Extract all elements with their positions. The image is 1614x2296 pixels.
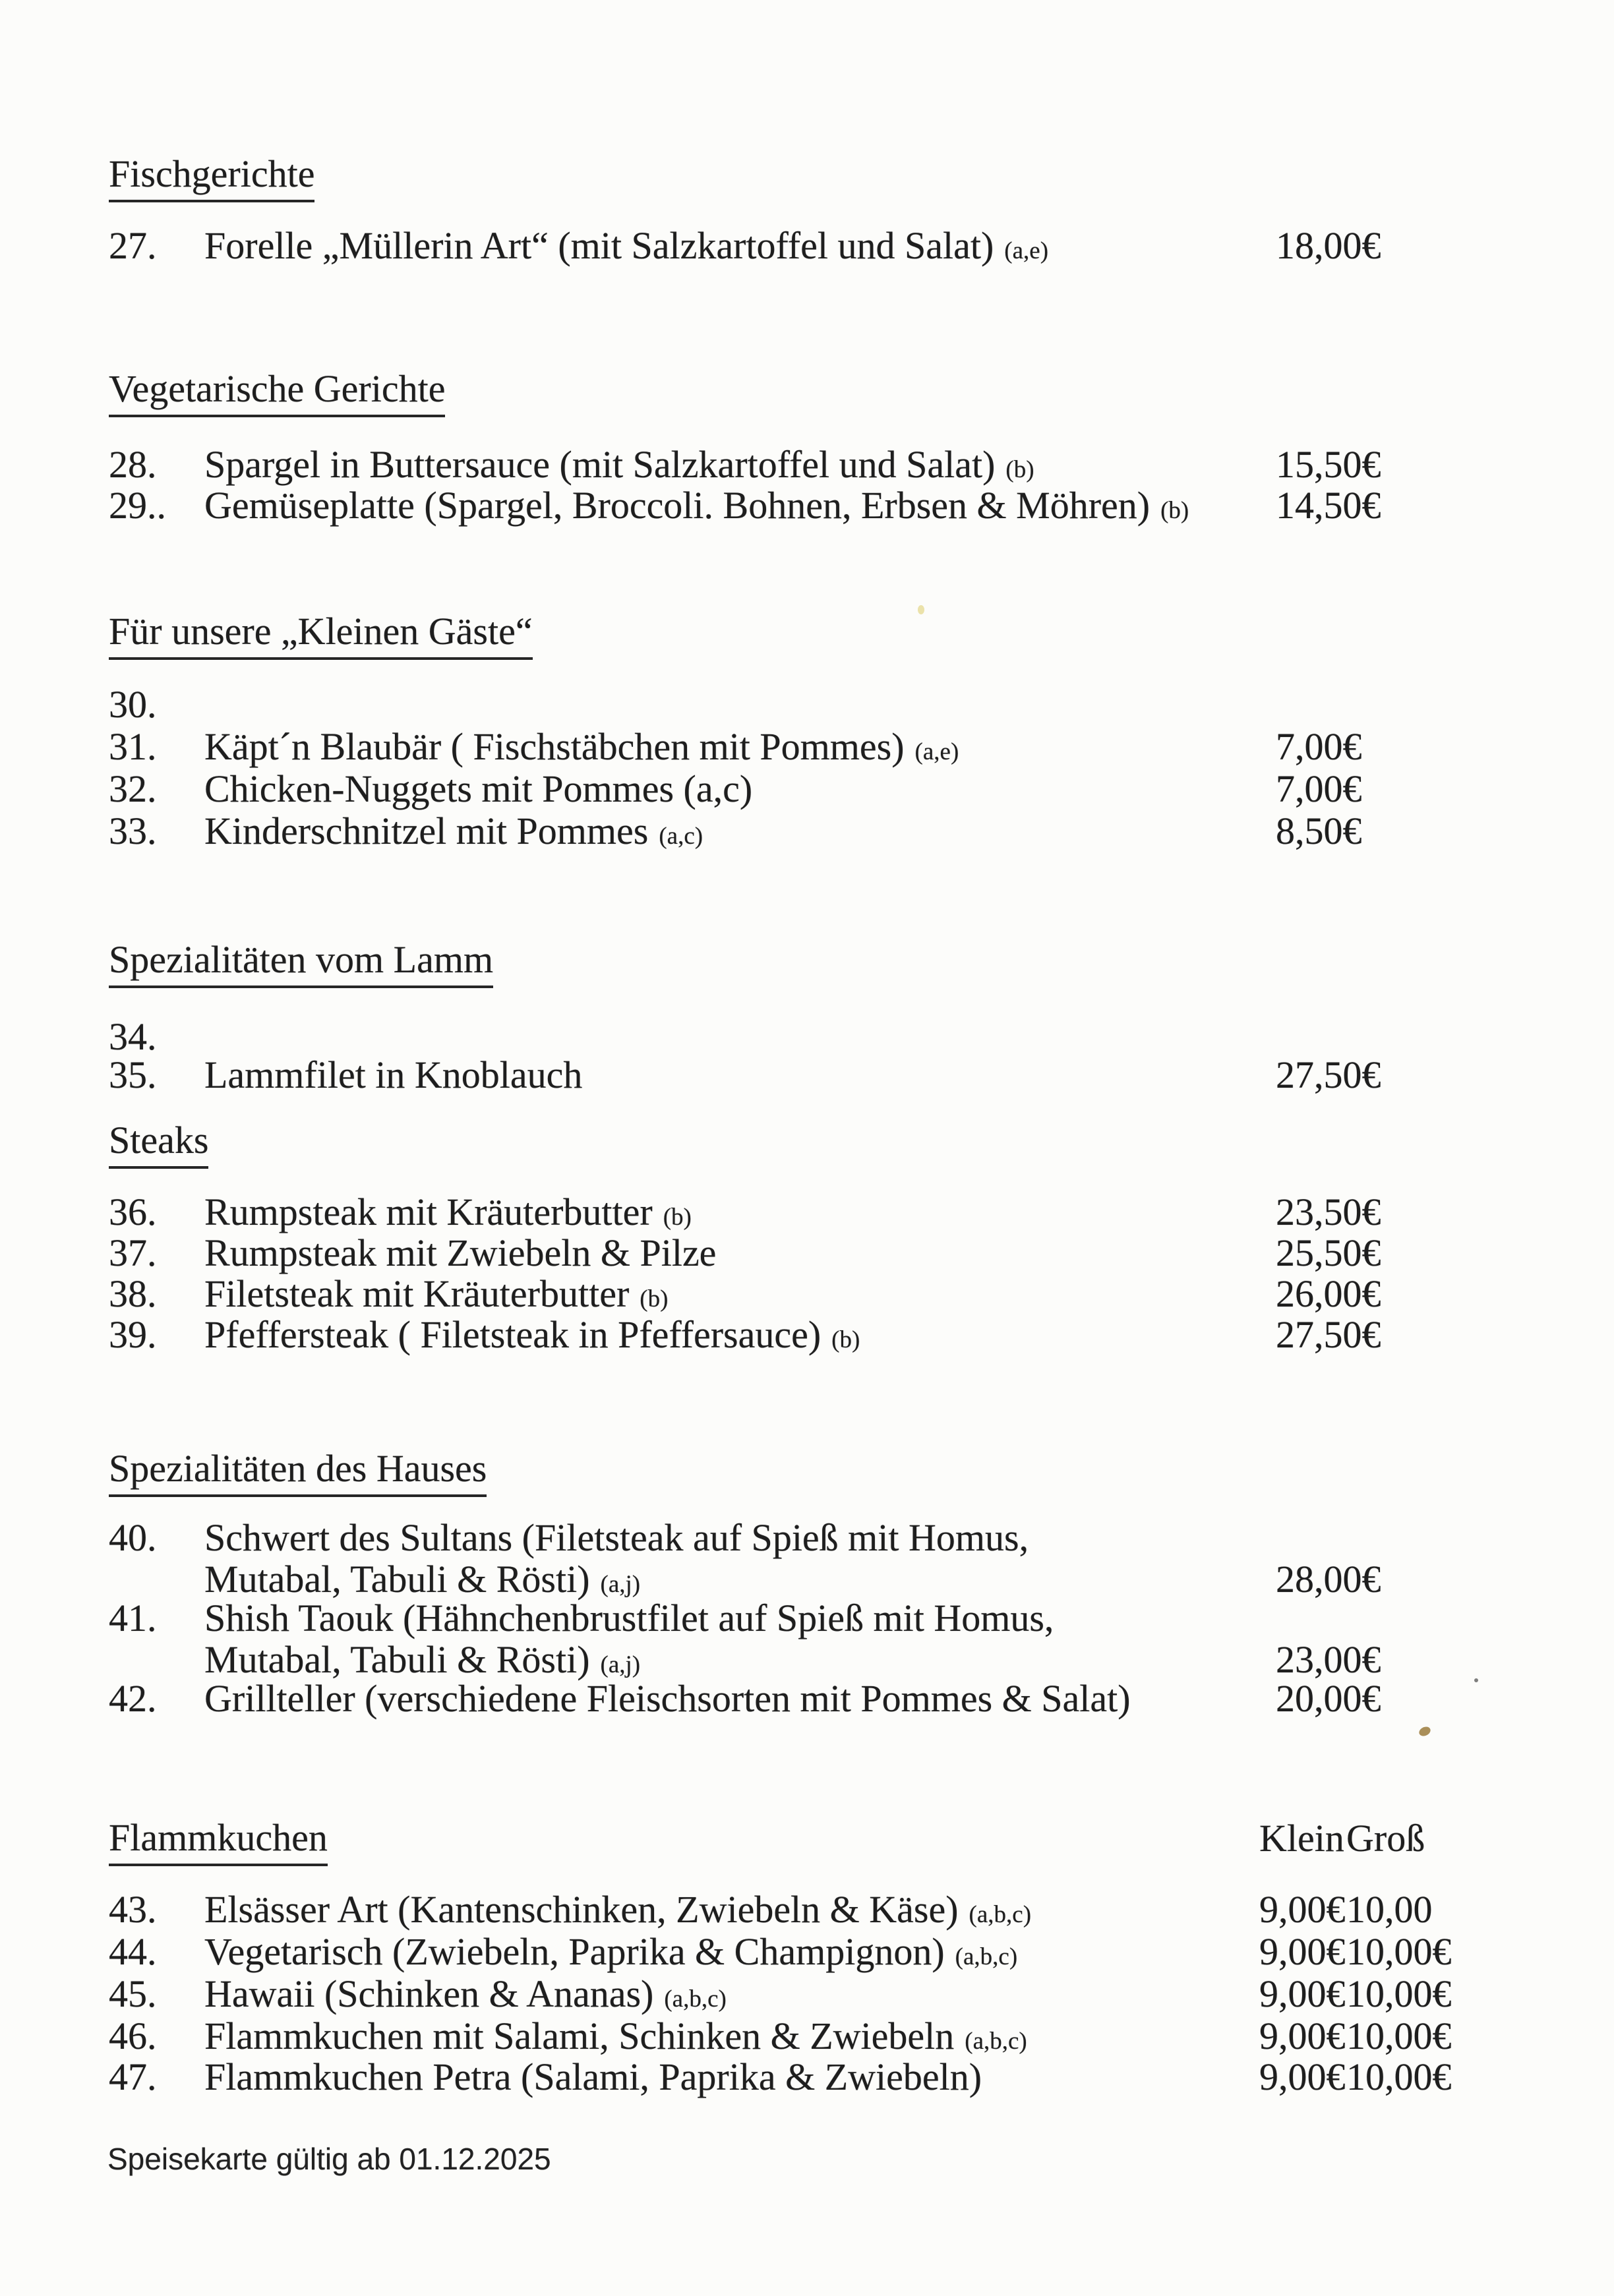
allergen-codes: (a,e) xyxy=(1004,237,1049,264)
item-number: 45. xyxy=(109,1972,157,2015)
scan-speck-artifact xyxy=(1418,1725,1432,1738)
item-number: 44. xyxy=(109,1930,157,1973)
item-price: 7,00€ xyxy=(1276,767,1362,810)
item-number: 37. xyxy=(109,1231,157,1274)
item-name: Filetsteak mit Kräuterbutter (b) xyxy=(204,1272,669,1315)
item-number: 33. xyxy=(109,809,157,852)
item-number: 39. xyxy=(109,1313,157,1356)
price-column-gross-label: Groß xyxy=(1346,1817,1425,1860)
section-title-flammkuchen: Flammkuchen xyxy=(109,1817,328,1859)
allergen-codes: (a,b,c) xyxy=(664,1986,727,2013)
scan-speck-artifact xyxy=(918,605,924,614)
allergen-codes: (a,b,c) xyxy=(955,1943,1018,1970)
item-name: Spargel in Buttersauce (mit Salzkartoffel und Salat) (b) xyxy=(204,443,1034,486)
item-name: Flammkuchen mit Salami, Schinken & Zwiebeln (a,b,c) xyxy=(204,2015,1027,2057)
item-name: Rumpsteak mit Zwiebeln & Pilze xyxy=(204,1231,717,1274)
item-name-continued: Mutabal, Tabuli & Rösti) (a,j) xyxy=(204,1558,641,1601)
item-name: Gemüseplatte (Spargel, Broccoli. Bohnen, Erbsen & Möhren) (b) xyxy=(204,484,1189,527)
item-price: 23,00€ xyxy=(1276,1638,1381,1681)
item-name: Rumpsteak mit Kräuterbutter (b) xyxy=(204,1191,692,1233)
item-name: Grillteller (verschiedene Fleischsorten mit Pommes & Salat) xyxy=(204,1677,1131,1720)
item-name-continued: Mutabal, Tabuli & Rösti) (a,j) xyxy=(204,1638,641,1681)
item-number: 41. xyxy=(109,1597,157,1639)
item-price-klein: 9,00€ xyxy=(1259,1888,1346,1931)
allergen-codes: (b) xyxy=(1005,456,1034,483)
section-title-spezialitaeten-des-hauses: Spezialitäten des Hauses xyxy=(109,1448,487,1490)
item-number: 40. xyxy=(109,1516,157,1559)
item-price-gross: 10,00€ xyxy=(1346,1930,1452,1973)
item-price: 27,50€ xyxy=(1276,1313,1381,1356)
item-price-gross: 10,00€ xyxy=(1346,2055,1452,2098)
item-number: 47. xyxy=(109,2055,157,2098)
item-number: 35. xyxy=(109,1053,157,1096)
item-number: 43. xyxy=(109,1888,157,1931)
section-title-vegetarische-gerichte: Vegetarische Gerichte xyxy=(109,368,445,410)
item-name: Käpt´n Blaubär ( Fischstäbchen mit Pommes) (a,e) xyxy=(204,725,959,768)
section-title-lamm: Spezialitäten vom Lamm xyxy=(109,939,493,981)
allergen-codes: (b) xyxy=(640,1285,669,1312)
item-number: 27. xyxy=(109,224,157,267)
allergen-codes: (b) xyxy=(831,1326,860,1353)
item-price: 26,00€ xyxy=(1276,1272,1381,1315)
item-number: 31. xyxy=(109,725,157,768)
scan-speck-artifact xyxy=(1474,1678,1478,1682)
allergen-codes: (b) xyxy=(1160,497,1189,524)
item-price: 7,00€ xyxy=(1276,725,1362,768)
item-price-gross: 10,00 xyxy=(1346,1888,1433,1931)
item-price-klein: 9,00€ xyxy=(1259,1972,1346,2015)
item-price: 18,00€ xyxy=(1276,224,1381,267)
item-price-gross: 10,00€ xyxy=(1346,1972,1452,2015)
allergen-codes: (a,b,c) xyxy=(965,2028,1027,2055)
item-name: Lammfilet in Knoblauch xyxy=(204,1053,583,1096)
item-number: 36. xyxy=(109,1191,157,1233)
item-name: Chicken-Nuggets mit Pommes (a,c) xyxy=(204,767,753,810)
item-number: 28. xyxy=(109,443,157,486)
item-name: Pfeffersteak ( Filetsteak in Pfeffersauce) (b) xyxy=(204,1313,860,1356)
item-price: 28,00€ xyxy=(1276,1558,1381,1601)
item-price-klein: 9,00€ xyxy=(1259,1930,1346,1973)
item-name: Schwert des Sultans (Filetsteak auf Spieß mit Homus, xyxy=(204,1516,1029,1559)
item-number: 38. xyxy=(109,1272,157,1315)
item-number: 46. xyxy=(109,2015,157,2057)
item-price: 27,50€ xyxy=(1276,1053,1381,1096)
validity-note: Speisekarte gültig ab 01.12.2025 xyxy=(107,2142,551,2176)
item-price: 23,50€ xyxy=(1276,1191,1381,1233)
item-price: 25,50€ xyxy=(1276,1231,1381,1274)
item-price-klein: 9,00€ xyxy=(1259,2015,1346,2057)
item-number: 42. xyxy=(109,1677,157,1720)
item-price-gross: 10,00€ xyxy=(1346,2015,1452,2057)
item-name: Flammkuchen Petra (Salami, Paprika & Zwiebeln) xyxy=(204,2055,982,2098)
item-name: Forelle „Müllerin Art“ (mit Salzkartoffel und Salat) (a,e) xyxy=(204,224,1049,267)
item-number: 32. xyxy=(109,767,157,810)
item-name: Vegetarisch (Zwiebeln, Paprika & Champignon) (a,b,c) xyxy=(204,1930,1018,1973)
item-name: Hawaii (Schinken & Ananas) (a,b,c) xyxy=(204,1972,727,2015)
item-price-klein: 9,00€ xyxy=(1259,2055,1346,2098)
section-title-steaks: Steaks xyxy=(109,1119,208,1162)
item-name: Elsässer Art (Kantenschinken, Zwiebeln & Käse) (a,b,c) xyxy=(204,1888,1032,1931)
price-column-klein-label: Klein xyxy=(1259,1817,1344,1860)
allergen-codes: (a,j) xyxy=(600,1651,641,1678)
item-price: 8,50€ xyxy=(1276,809,1362,852)
section-title-fischgerichte: Fischgerichte xyxy=(109,153,314,195)
item-number: 29.. xyxy=(109,484,166,527)
item-name: Shish Taouk (Hähnchenbrustfilet auf Spieß mit Homus, xyxy=(204,1597,1054,1639)
allergen-codes: (a,j) xyxy=(600,1571,641,1598)
item-price: 14,50€ xyxy=(1276,484,1381,527)
allergen-codes: (a,e) xyxy=(914,738,959,765)
allergen-codes: (a,c) xyxy=(659,823,703,850)
item-price: 20,00€ xyxy=(1276,1677,1381,1720)
allergen-codes: (a,b,c) xyxy=(969,1901,1032,1928)
item-price: 15,50€ xyxy=(1276,443,1381,486)
item-number: 30. xyxy=(109,683,157,726)
section-title-kleine-gaeste: Für unsere „Kleinen Gäste“ xyxy=(109,610,533,653)
item-name: Kinderschnitzel mit Pommes (a,c) xyxy=(204,809,703,852)
allergen-codes: (b) xyxy=(663,1204,692,1231)
item-number: 34. xyxy=(109,1015,157,1058)
